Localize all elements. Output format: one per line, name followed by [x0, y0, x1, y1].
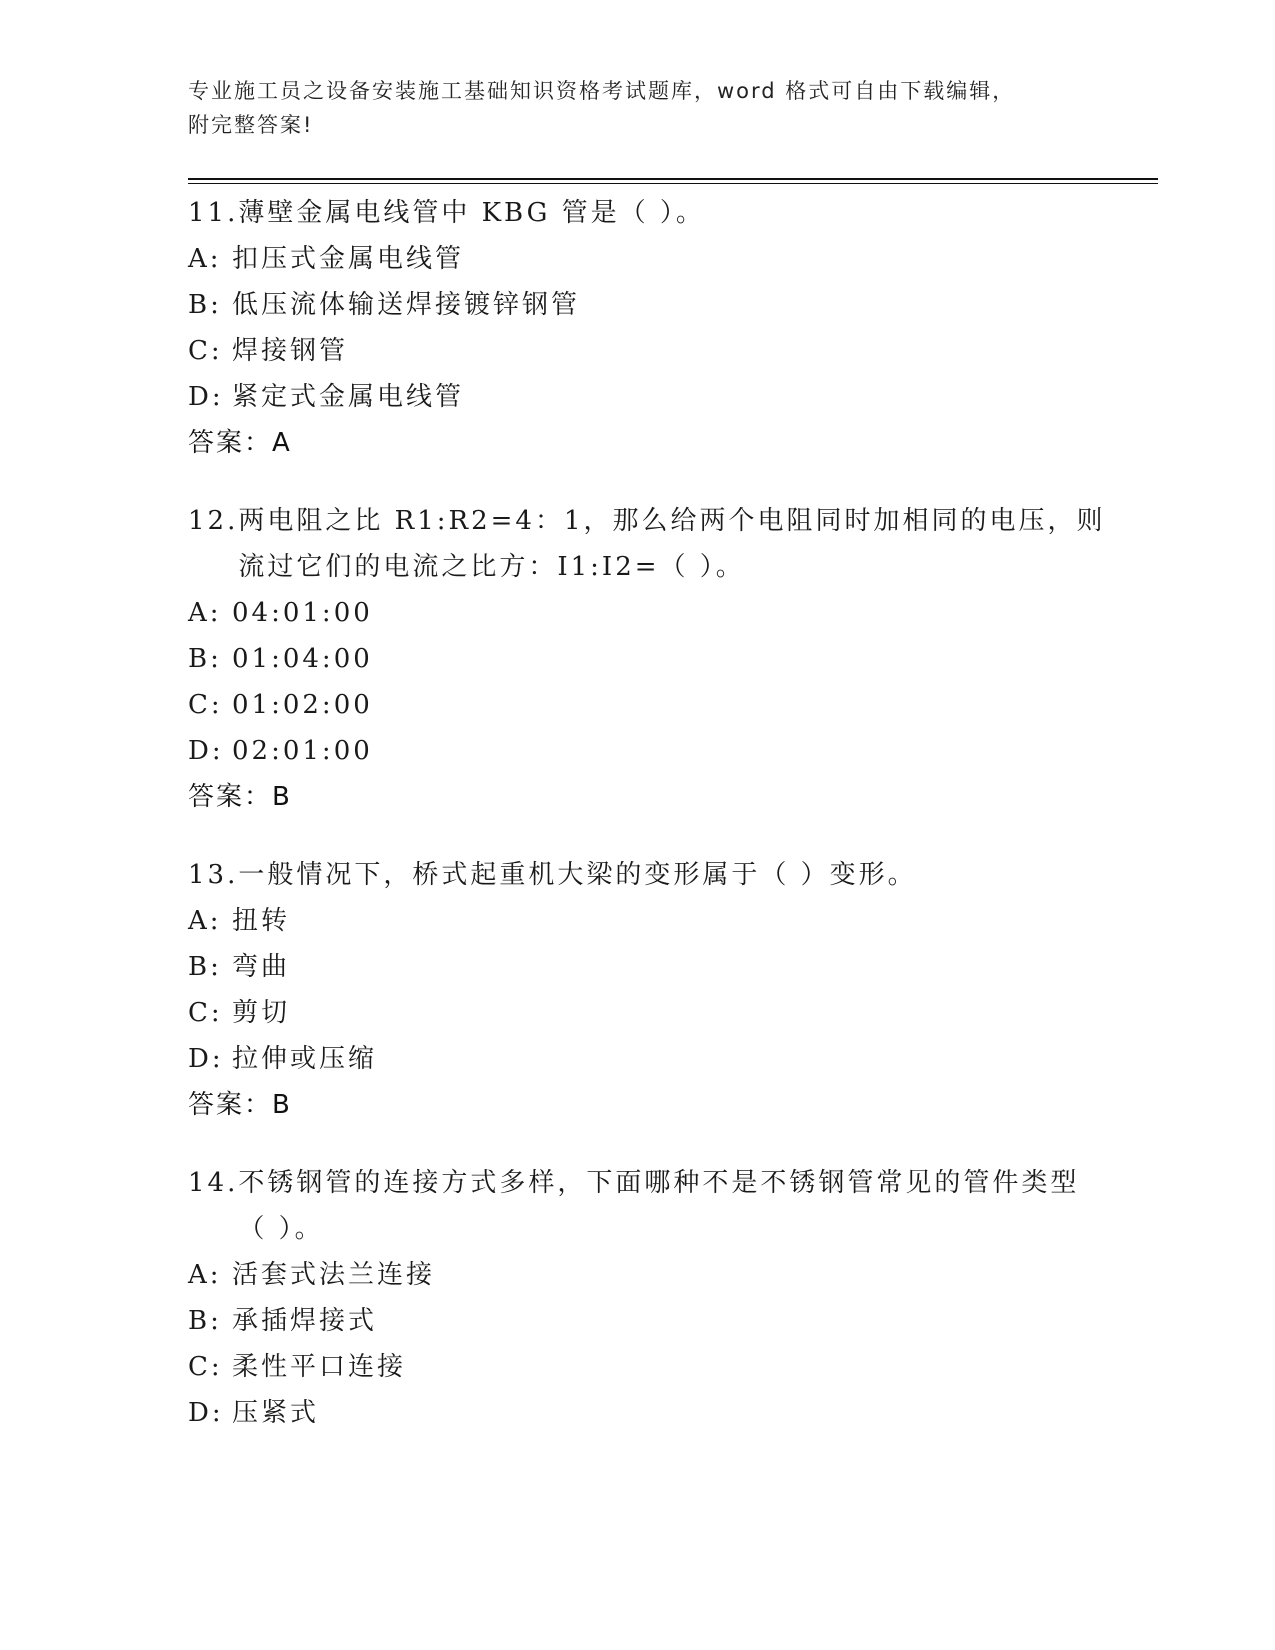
option-b: [188, 1298, 1108, 1344]
option-letter: B:: [188, 644, 222, 674]
option-letter: B:: [188, 952, 222, 982]
option-b: [188, 282, 1108, 328]
option-c: [188, 1344, 1108, 1390]
option-c: [188, 328, 1108, 374]
option-text: 剪切: [232, 998, 291, 1028]
option-a: [188, 898, 1108, 944]
option-d: [188, 374, 1108, 420]
question-13: [188, 852, 1108, 1128]
option-letter: D:: [188, 736, 224, 766]
header-divider-thin: [188, 183, 1158, 184]
option-a: [188, 1252, 1108, 1298]
answer-line: 答案：B: [188, 1090, 292, 1120]
option-text: 04:01:00: [232, 598, 373, 628]
option-a: [188, 590, 1108, 636]
option-text: 扭转: [232, 906, 291, 936]
question-12: [188, 498, 1108, 820]
option-text: 拉伸或压缩: [232, 1044, 378, 1074]
option-text: 低压流体输送焊接镀锌钢管: [232, 290, 581, 320]
option-letter: D:: [188, 1398, 224, 1428]
header-line-2: 附完整答案!: [188, 113, 314, 137]
question-stem: [188, 852, 1108, 898]
answer-line: 答案：B: [188, 782, 292, 812]
option-letter: C:: [188, 1352, 223, 1382]
option-letter: B:: [188, 1306, 222, 1336]
option-text: 焊接钢管: [232, 336, 349, 366]
option-letter: D:: [188, 1044, 224, 1074]
option-c: [188, 990, 1108, 1036]
option-text: 弯曲: [232, 952, 291, 982]
question-text: 两电阻之比 R1:R2=4：1，那么给两个电阻同时加相同的电压，则流过它们的电流之比方：I1:I2=（ ）。: [238, 506, 1106, 582]
question-list: [188, 190, 1108, 1468]
option-letter: A:: [188, 244, 222, 274]
option-b: [188, 944, 1108, 990]
question-text: 不锈钢管的连接方式多样，下面哪种不是不锈钢管常见的管件类型（ ）。: [238, 1168, 1080, 1244]
question-number: 14.: [188, 1168, 239, 1198]
option-b: [188, 636, 1108, 682]
option-text: 活套式法兰连接: [232, 1260, 436, 1290]
option-a: [188, 236, 1108, 282]
option-d: [188, 728, 1108, 774]
question-text: 一般情况下，桥式起重机大梁的变形属于（ ）变形。: [238, 860, 917, 890]
document-header: [188, 74, 1088, 142]
question-number: 13.: [188, 860, 239, 890]
option-text: 承插焊接式: [232, 1306, 378, 1336]
option-text: 压紧式: [232, 1398, 320, 1428]
option-letter: D:: [188, 382, 224, 412]
question-14: [188, 1160, 1108, 1436]
question-stem: [188, 498, 1108, 590]
option-letter: A:: [188, 906, 222, 936]
question-11: [188, 190, 1108, 466]
option-letter: C:: [188, 336, 223, 366]
option-text: 柔性平口连接: [232, 1352, 407, 1382]
question-stem: [188, 190, 1108, 236]
option-letter: A:: [188, 598, 222, 628]
option-letter: B:: [188, 290, 222, 320]
question-number: 12.: [188, 506, 239, 536]
option-c: [188, 682, 1108, 728]
option-letter: C:: [188, 690, 223, 720]
option-text: 紧定式金属电线管: [232, 382, 465, 412]
option-text: 扣压式金属电线管: [232, 244, 465, 274]
option-letter: A:: [188, 1260, 222, 1290]
option-text: 01:02:00: [232, 690, 373, 720]
option-text: 02:01:00: [232, 736, 373, 766]
question-stem: [188, 1160, 1108, 1252]
header-line-1: 专业施工员之设备安装施工基础知识资格考试题库，word 格式可自由下载编辑，: [188, 79, 1016, 103]
answer-line: 答案：A: [188, 428, 292, 458]
question-text: 薄壁金属电线管中 KBG 管是（ ）。: [238, 198, 705, 228]
option-letter: C:: [188, 998, 223, 1028]
header-divider-thick: [188, 178, 1158, 180]
option-d: [188, 1036, 1108, 1082]
option-text: 01:04:00: [232, 644, 373, 674]
option-d: [188, 1390, 1108, 1436]
question-number: 11.: [188, 198, 239, 228]
